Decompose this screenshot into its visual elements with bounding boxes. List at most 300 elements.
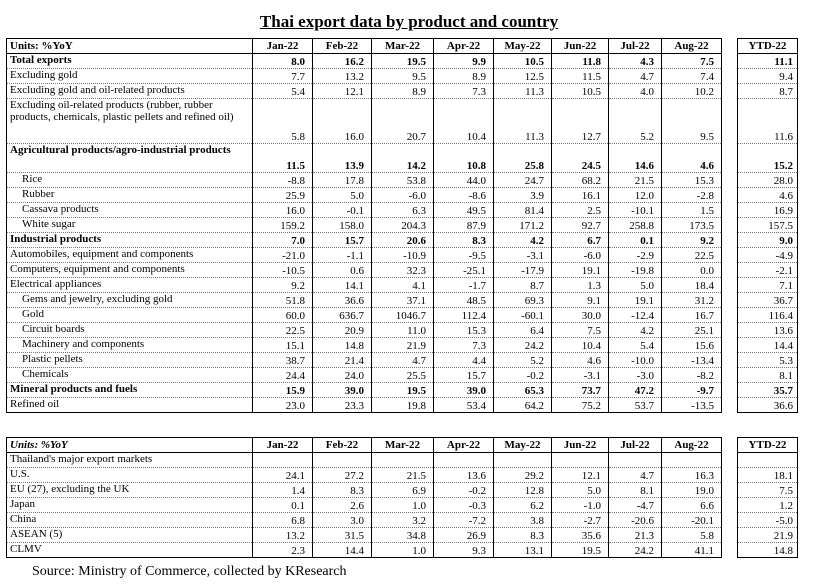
value-cell: -10.5 (253, 263, 313, 278)
ytd-value-cell: 4.6 (738, 188, 798, 203)
value-cell: 6.3 (372, 203, 434, 218)
value-cell: 2.6 (313, 498, 372, 513)
column-gap (722, 248, 738, 263)
value-cell: 21.9 (372, 338, 434, 353)
value-cell: 4.7 (609, 468, 662, 483)
value-cell: 1.3 (552, 278, 609, 293)
empty-cell (313, 453, 372, 468)
value-cell: 24.4 (253, 368, 313, 383)
value-cell: 17.8 (313, 173, 372, 188)
value-cell: -19.8 (609, 263, 662, 278)
value-cell: 22.5 (253, 323, 313, 338)
value-cell: 9.5 (662, 99, 722, 144)
value-cell: 4.7 (372, 353, 434, 368)
row-label: Mineral products and fuels (7, 383, 253, 398)
column-gap (722, 468, 738, 483)
value-cell: 9.3 (434, 543, 494, 558)
market-export-table (6, 437, 798, 558)
value-cell: 9.2 (662, 233, 722, 248)
table-row (7, 293, 798, 308)
value-cell: 19.5 (372, 383, 434, 398)
value-cell: 5.4 (253, 84, 313, 99)
row-label: Excluding gold and oil-related products (7, 84, 253, 99)
ytd-value-cell: 5.3 (738, 353, 798, 368)
value-cell: 64.2 (494, 398, 552, 413)
value-cell: 15.3 (662, 173, 722, 188)
row-label: Industrial products (7, 233, 253, 248)
column-header: Jul-22 (609, 438, 662, 453)
table-row (7, 248, 798, 263)
value-cell: 1.0 (372, 498, 434, 513)
value-cell: 12.5 (494, 69, 552, 84)
value-cell: -3.1 (494, 248, 552, 263)
value-cell: 204.3 (372, 218, 434, 233)
value-cell: 8.0 (253, 54, 313, 69)
value-cell: 19.1 (552, 263, 609, 278)
table-row (7, 513, 798, 528)
column-gap (722, 218, 738, 233)
value-cell: 10.4 (552, 338, 609, 353)
ytd-value-cell: 7.1 (738, 278, 798, 293)
value-cell: -20.6 (609, 513, 662, 528)
value-cell: 9.2 (253, 278, 313, 293)
row-label: Chemicals (7, 368, 253, 383)
value-cell: 24.2 (494, 338, 552, 353)
row-label: Rubber (7, 188, 253, 203)
value-cell: -0.2 (494, 368, 552, 383)
ytd-value-cell: 1.2 (738, 498, 798, 513)
row-label: CLMV (7, 543, 253, 558)
ytd-value-cell: 28.0 (738, 173, 798, 188)
empty-cell (552, 453, 609, 468)
column-header: Apr-22 (434, 39, 494, 54)
value-cell: 10.8 (434, 144, 494, 173)
value-cell: 1.4 (253, 483, 313, 498)
value-cell: 20.6 (372, 233, 434, 248)
product-export-table (6, 38, 798, 413)
table-row (7, 173, 798, 188)
value-cell: 15.1 (253, 338, 313, 353)
section-row (7, 453, 798, 468)
value-cell: 7.3 (434, 84, 494, 99)
value-cell: 25.8 (494, 144, 552, 173)
value-cell: 41.1 (662, 543, 722, 558)
value-cell: 69.3 (494, 293, 552, 308)
table-row (7, 69, 798, 84)
value-cell: 11.5 (253, 144, 313, 173)
row-label: Automobiles, equipment and components (7, 248, 253, 263)
ytd-value-cell: -5.0 (738, 513, 798, 528)
value-cell: 26.9 (434, 528, 494, 543)
empty-cell (253, 453, 313, 468)
row-label: Machinery and components (7, 338, 253, 353)
value-cell: 10.2 (662, 84, 722, 99)
value-cell: -3.0 (609, 368, 662, 383)
table-row (7, 483, 798, 498)
table-row (7, 308, 798, 323)
empty-cell (434, 453, 494, 468)
value-cell: 12.1 (552, 468, 609, 483)
value-cell: 12.0 (609, 188, 662, 203)
row-label: EU (27), excluding the UK (7, 483, 253, 498)
ytd-value-cell: 157.5 (738, 218, 798, 233)
column-header: Jan-22 (253, 39, 313, 54)
value-cell: 3.8 (494, 513, 552, 528)
value-cell: 4.0 (609, 84, 662, 99)
value-cell: 8.9 (434, 69, 494, 84)
value-cell: 13.2 (313, 69, 372, 84)
value-cell: 21.5 (372, 468, 434, 483)
value-cell: 20.9 (313, 323, 372, 338)
value-cell: 5.4 (609, 338, 662, 353)
table-row (7, 468, 798, 483)
value-cell: 38.7 (253, 353, 313, 368)
value-cell: 7.5 (552, 323, 609, 338)
column-header: Mar-22 (372, 39, 434, 54)
value-cell: 11.0 (372, 323, 434, 338)
value-cell: 9.1 (552, 293, 609, 308)
value-cell: 16.0 (253, 203, 313, 218)
row-label: Rice (7, 173, 253, 188)
value-cell: 1.0 (372, 543, 434, 558)
value-cell: 60.0 (253, 308, 313, 323)
row-label: Excluding oil-related products (rubber, rubber products, chemicals, plastic pellets and refined oil) (7, 99, 253, 144)
column-header: Feb-22 (313, 438, 372, 453)
value-cell: 14.4 (313, 543, 372, 558)
value-cell: 18.4 (662, 278, 722, 293)
value-cell: 4.2 (609, 323, 662, 338)
column-gap (722, 84, 738, 99)
value-cell: 158.0 (313, 218, 372, 233)
value-cell: 35.6 (552, 528, 609, 543)
value-cell: 16.2 (313, 54, 372, 69)
ytd-value-cell: 36.7 (738, 293, 798, 308)
value-cell: -4.7 (609, 498, 662, 513)
value-cell: 24.7 (494, 173, 552, 188)
column-gap (722, 173, 738, 188)
column-gap (722, 308, 738, 323)
value-cell: -21.0 (253, 248, 313, 263)
value-cell: -13.5 (662, 398, 722, 413)
column-header: May-22 (494, 39, 552, 54)
value-cell: 31.2 (662, 293, 722, 308)
value-cell: 53.7 (609, 398, 662, 413)
header-row (7, 438, 798, 453)
value-cell: 7.5 (662, 54, 722, 69)
ytd-value-cell: 116.4 (738, 308, 798, 323)
row-label: Agricultural products/agro-industrial products (7, 144, 253, 173)
column-header-ytd: YTD-22 (738, 438, 798, 453)
value-cell: 7.3 (434, 338, 494, 353)
value-cell: 32.3 (372, 263, 434, 278)
value-cell: 16.0 (313, 99, 372, 144)
value-cell: 11.8 (552, 54, 609, 69)
value-cell: 44.0 (434, 173, 494, 188)
value-cell: 0.1 (253, 498, 313, 513)
row-label: Total exports (7, 54, 253, 69)
value-cell: -0.1 (313, 203, 372, 218)
value-cell: 68.2 (552, 173, 609, 188)
table-row (7, 543, 798, 558)
value-cell: -8.8 (253, 173, 313, 188)
value-cell: 258.8 (609, 218, 662, 233)
value-cell: 30.0 (552, 308, 609, 323)
column-header: Jun-22 (552, 438, 609, 453)
column-gap (722, 498, 738, 513)
value-cell: 4.3 (609, 54, 662, 69)
value-cell: 7.0 (253, 233, 313, 248)
table-row (7, 218, 798, 233)
value-cell: 9.5 (372, 69, 434, 84)
column-header-ytd: YTD-22 (738, 39, 798, 54)
value-cell: 1.5 (662, 203, 722, 218)
value-cell: -12.4 (609, 308, 662, 323)
ytd-value-cell: 9.4 (738, 69, 798, 84)
value-cell: 6.2 (494, 498, 552, 513)
value-cell: -7.2 (434, 513, 494, 528)
column-gap (722, 233, 738, 248)
empty-cell (609, 453, 662, 468)
empty-cell (372, 453, 434, 468)
value-cell: 6.9 (372, 483, 434, 498)
value-cell: 5.0 (313, 188, 372, 203)
value-cell: 159.2 (253, 218, 313, 233)
value-cell: 53.4 (434, 398, 494, 413)
value-cell: 3.9 (494, 188, 552, 203)
column-header: Apr-22 (434, 438, 494, 453)
source-note: Source: Ministry of Commerce, collected by KResearch (32, 564, 347, 579)
value-cell: 7.4 (662, 69, 722, 84)
value-cell: -2.7 (552, 513, 609, 528)
value-cell: 6.6 (662, 498, 722, 513)
value-cell: -8.6 (434, 188, 494, 203)
value-cell: -10.0 (609, 353, 662, 368)
value-cell: -2.9 (609, 248, 662, 263)
table-row (7, 233, 798, 248)
value-cell: 12.1 (313, 84, 372, 99)
column-gap (722, 398, 738, 413)
value-cell: 11.3 (494, 99, 552, 144)
value-cell: 0.1 (609, 233, 662, 248)
value-cell: 11.5 (552, 69, 609, 84)
value-cell: -2.8 (662, 188, 722, 203)
column-gap (722, 513, 738, 528)
value-cell: 19.5 (372, 54, 434, 69)
value-cell: 37.1 (372, 293, 434, 308)
value-cell: 47.2 (609, 383, 662, 398)
row-label: China (7, 513, 253, 528)
column-gap (722, 323, 738, 338)
column-header: Mar-22 (372, 438, 434, 453)
value-cell: 15.7 (313, 233, 372, 248)
table-row (7, 263, 798, 278)
value-cell: -0.2 (434, 483, 494, 498)
table-row (7, 278, 798, 293)
value-cell: 31.5 (313, 528, 372, 543)
value-cell: 8.3 (434, 233, 494, 248)
value-cell: 12.8 (494, 483, 552, 498)
value-cell: 5.0 (609, 278, 662, 293)
value-cell: -1.1 (313, 248, 372, 263)
ytd-value-cell: 15.2 (738, 144, 798, 173)
column-gap (722, 438, 738, 453)
column-header: Jan-22 (253, 438, 313, 453)
units-header: Units: %YoY (7, 438, 253, 453)
value-cell: 0.6 (313, 263, 372, 278)
table-row (7, 144, 798, 173)
value-cell: 15.7 (434, 368, 494, 383)
column-gap (722, 144, 738, 173)
value-cell: 23.3 (313, 398, 372, 413)
value-cell: 10.5 (494, 54, 552, 69)
table-row (7, 368, 798, 383)
ytd-value-cell: -2.1 (738, 263, 798, 278)
value-cell: 87.9 (434, 218, 494, 233)
value-cell: 0.0 (662, 263, 722, 278)
value-cell: -8.2 (662, 368, 722, 383)
ytd-value-cell: 11.1 (738, 54, 798, 69)
page-title: Thai export data by product and country (259, 12, 559, 31)
value-cell: 171.2 (494, 218, 552, 233)
column-header: May-22 (494, 438, 552, 453)
value-cell: -9.5 (434, 248, 494, 263)
table-row (7, 323, 798, 338)
table-row (7, 498, 798, 513)
table-row (7, 353, 798, 368)
value-cell: 1046.7 (372, 308, 434, 323)
column-gap (722, 338, 738, 353)
value-cell: 5.8 (253, 99, 313, 144)
value-cell: 22.5 (662, 248, 722, 263)
value-cell: 39.0 (313, 383, 372, 398)
value-cell: 14.1 (313, 278, 372, 293)
row-label: White sugar (7, 218, 253, 233)
ytd-value-cell: 9.0 (738, 233, 798, 248)
value-cell: 14.6 (609, 144, 662, 173)
table-row (7, 54, 798, 69)
value-cell: 53.8 (372, 173, 434, 188)
value-cell: 34.8 (372, 528, 434, 543)
value-cell: 29.2 (494, 468, 552, 483)
value-cell: 12.7 (552, 99, 609, 144)
row-label: U.S. (7, 468, 253, 483)
column-gap (722, 543, 738, 558)
value-cell: -6.0 (372, 188, 434, 203)
value-cell: 3.2 (372, 513, 434, 528)
row-label: Gems and jewelry, excluding gold (7, 293, 253, 308)
value-cell: 39.0 (434, 383, 494, 398)
value-cell: 3.0 (313, 513, 372, 528)
value-cell: 15.3 (434, 323, 494, 338)
value-cell: 11.3 (494, 84, 552, 99)
column-gap (722, 99, 738, 144)
column-gap (722, 383, 738, 398)
ytd-value-cell: 21.9 (738, 528, 798, 543)
value-cell: 13.2 (253, 528, 313, 543)
table-row (7, 99, 798, 144)
row-label: Computers, equipment and components (7, 263, 253, 278)
column-gap (722, 263, 738, 278)
value-cell: 49.5 (434, 203, 494, 218)
column-gap (722, 203, 738, 218)
value-cell: 5.2 (609, 99, 662, 144)
value-cell: 8.7 (494, 278, 552, 293)
value-cell: 24.2 (609, 543, 662, 558)
ytd-value-cell: 8.1 (738, 368, 798, 383)
value-cell: 19.1 (609, 293, 662, 308)
ytd-value-cell: -4.9 (738, 248, 798, 263)
value-cell: 8.9 (372, 84, 434, 99)
value-cell: 8.1 (609, 483, 662, 498)
row-label: ASEAN (5) (7, 528, 253, 543)
row-label: Excluding gold (7, 69, 253, 84)
value-cell: 14.8 (313, 338, 372, 353)
value-cell: 27.2 (313, 468, 372, 483)
value-cell: 20.7 (372, 99, 434, 144)
value-cell: 4.2 (494, 233, 552, 248)
value-cell: 25.5 (372, 368, 434, 383)
value-cell: -60.1 (494, 308, 552, 323)
row-label: Japan (7, 498, 253, 513)
value-cell: 14.2 (372, 144, 434, 173)
row-label: Gold (7, 308, 253, 323)
value-cell: 5.8 (662, 528, 722, 543)
ytd-value-cell: 8.7 (738, 84, 798, 99)
value-cell: 73.7 (552, 383, 609, 398)
value-cell: 13.1 (494, 543, 552, 558)
value-cell: -20.1 (662, 513, 722, 528)
value-cell: -10.1 (609, 203, 662, 218)
row-label: Cassava products (7, 203, 253, 218)
value-cell: -9.7 (662, 383, 722, 398)
value-cell: -13.4 (662, 353, 722, 368)
value-cell: 24.0 (313, 368, 372, 383)
value-cell: 81.4 (494, 203, 552, 218)
column-header: Aug-22 (662, 39, 722, 54)
value-cell: 9.9 (434, 54, 494, 69)
value-cell: 92.7 (552, 218, 609, 233)
value-cell: 4.6 (552, 353, 609, 368)
value-cell: 8.3 (313, 483, 372, 498)
value-cell: 2.3 (253, 543, 313, 558)
ytd-value-cell: 35.7 (738, 383, 798, 398)
ytd-value-cell: 16.9 (738, 203, 798, 218)
table-row (7, 203, 798, 218)
value-cell: 75.2 (552, 398, 609, 413)
value-cell: 23.0 (253, 398, 313, 413)
ytd-value-cell: 18.1 (738, 468, 798, 483)
column-gap (722, 278, 738, 293)
empty-cell (494, 453, 552, 468)
column-gap (722, 69, 738, 84)
value-cell: 48.5 (434, 293, 494, 308)
column-gap (722, 353, 738, 368)
value-cell: 16.1 (552, 188, 609, 203)
header-row (7, 39, 798, 54)
value-cell: 36.6 (313, 293, 372, 308)
column-header: Aug-22 (662, 438, 722, 453)
units-header: Units: %YoY (7, 39, 253, 54)
value-cell: 4.4 (434, 353, 494, 368)
table-row (7, 84, 798, 99)
value-cell: 5.2 (494, 353, 552, 368)
value-cell: 51.8 (253, 293, 313, 308)
empty-cell (738, 453, 798, 468)
value-cell: 13.9 (313, 144, 372, 173)
value-cell: -6.0 (552, 248, 609, 263)
value-cell: 13.6 (434, 468, 494, 483)
value-cell: 16.7 (662, 308, 722, 323)
